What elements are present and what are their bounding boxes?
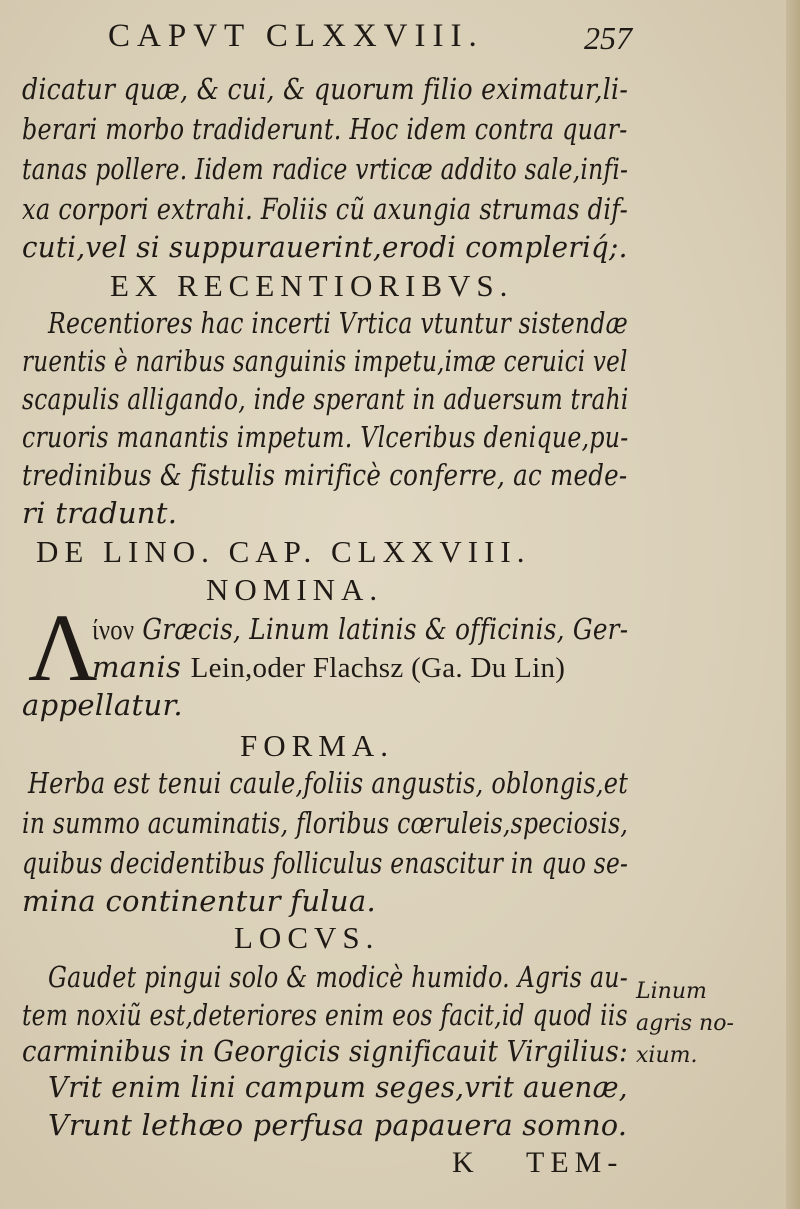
text-line: xa corpori extrahi. Foliis cũ axungia strumas dif- (22, 192, 628, 226)
text-line: Gaudet pingui solo & modicè humido. Agris au- (48, 960, 629, 994)
section-heading: FORMA. (240, 728, 395, 763)
text-line: tanas pollere. Iidem radice vrticæ addito sale,infi- (22, 152, 629, 186)
text-span: manis (92, 650, 191, 684)
text-line: berari morbo tradiderunt. Hoc idem contra quar- (22, 112, 628, 146)
chapter-heading: DE LINO. CAP. CLXXVIII. (36, 534, 531, 569)
margin-note (636, 976, 734, 1072)
text-line (92, 612, 628, 647)
text-line: tredinibus & fistulis mirificè conferre, ac mede- (22, 458, 628, 492)
page-edge (786, 0, 800, 1209)
text-line: quibus decidentibus folliculus enascitur in quo se- (22, 846, 629, 880)
section-heading: EX RECENTIORIBVS. (110, 268, 514, 303)
text-line: dicatur quæ, & cui, & quorum filio eximatur,li- (22, 72, 629, 106)
text-line: cruoris manantis impetum. Vlceribus denique,pu- (22, 420, 629, 454)
text-line: Herba est tenui caule,foliis angustis, oblongis,et (28, 766, 629, 800)
text-line: Recentiores hac incerti Vrtica vtuntur sistendæ (48, 306, 628, 340)
section-heading: NOMINA. (206, 572, 384, 607)
section-heading: LOCVS. (234, 920, 380, 955)
margin-note-line: Linum (636, 979, 707, 1004)
greek-word: ίνον (92, 614, 135, 646)
running-head: CAPVT CLXXVIII. (108, 18, 484, 54)
text-line: ruentis è naribus sanguinis impetu,imæ ceruici vel (22, 344, 628, 378)
text-line: cuti,vel si suppurauerint,erodi compleriq́;. (22, 230, 628, 264)
verse-line: Vrunt lethæo perfusa papauera somno. (48, 1108, 628, 1142)
text-line: in summo acuminatis, floribus cœruleis,speciosis, (22, 806, 629, 840)
catchword: TEM- (526, 1146, 624, 1179)
text-line: tem noxiũ est,deteriores enim eos facit,id quod iis (22, 998, 628, 1032)
text-span: Græcis, Linum latinis & officinis, Ger- (134, 612, 629, 646)
drop-cap: Λ (28, 594, 98, 701)
verse-line: Vrit enim lini campum seges,vrit auenæ, (48, 1070, 628, 1104)
text-line: scapulis alligando, inde sperant in aduersum trahi (22, 382, 629, 416)
text-line: appellatur. (22, 688, 183, 722)
margin-note-line: xium. (636, 1043, 698, 1068)
text-line: ri tradunt. (22, 496, 178, 530)
german-words: Lein,oder Flachsz (Ga. Du Lin) (190, 652, 566, 684)
text-line: carminibus in Georgicis significauit Virgilius: (22, 1034, 629, 1068)
text-line: mina continentur fulua. (22, 884, 376, 918)
signature-mark: K (452, 1146, 480, 1179)
margin-note-line: agris no- (636, 1011, 734, 1036)
page-number: 257 (584, 20, 632, 56)
text-line (92, 650, 565, 685)
